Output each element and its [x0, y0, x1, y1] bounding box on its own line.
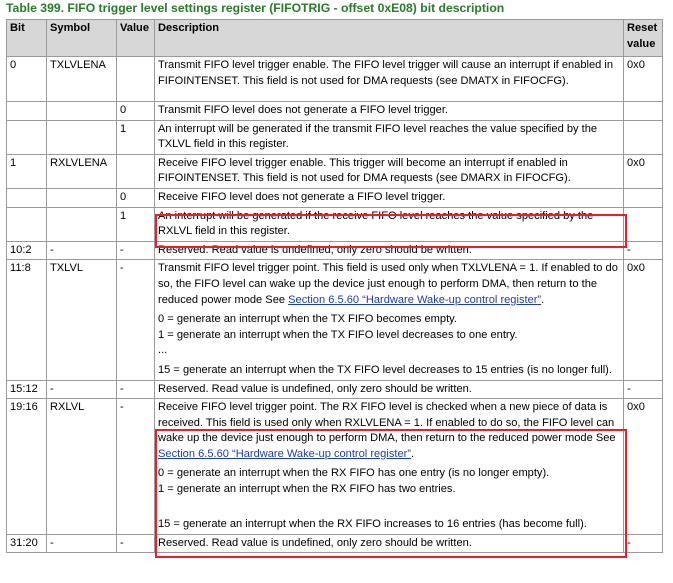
description-cell: An interrupt will be generated if the receive FIFO level reaches the value specified by the RXLVL field in this register. — [155, 207, 624, 241]
description-cell: Transmit FIFO level trigger enable. The FIFO level trigger will cause an interrupt if enabled in FIFOINTENSET. This field is not used for DMA requests (see DMATX in FIFOCFG). — [155, 57, 624, 102]
header-reset-value: Reset value — [624, 20, 663, 57]
list-ellipsis: ... — [158, 344, 168, 357]
description-text: Transmit FIFO level trigger point. This field is used only when TXLVLENA = 1. If enabled to do so, the FIFO level can wake up the device just enough to perform DMA, then return to the reduced power mode See — [158, 262, 618, 306]
header-symbol: Symbol — [47, 20, 117, 57]
value-cell: 1 — [117, 207, 155, 241]
list-item: 1 = generate an interrupt when the TX FIFO level decreases to one entry. — [158, 328, 518, 341]
description-paragraph — [158, 400, 620, 462]
description-cell: Transmit FIFO level does not generate a FIFO level trigger. — [155, 102, 624, 121]
table-row — [7, 260, 663, 380]
description-text-end: . — [541, 293, 545, 306]
description-cell: An interrupt will be generated if the transmit FIFO level reaches the value specified by the TXLVL field in this register. — [155, 120, 624, 154]
value-cell: - — [117, 399, 155, 535]
table-row — [7, 241, 663, 260]
symbol-cell: - — [47, 241, 117, 260]
symbol-cell: RXLVLENA — [47, 154, 117, 188]
bit-cell: 10:2 — [7, 241, 47, 260]
description-cell: Receive FIFO level trigger enable. This trigger will become an interrupt if enabled in FIFOINTENSET. This field is not used for DMA requests (see DMARX in FIFOCFG). — [155, 154, 624, 188]
value-cell: - — [117, 241, 155, 260]
table-row — [7, 207, 663, 241]
header-bit: Bit — [7, 20, 47, 57]
symbol-cell: TXLVL — [47, 260, 117, 380]
list-item: 15 = generate an interrupt when the TX FIFO level decreases to 15 entries (is no longer full). — [158, 363, 612, 376]
reset-cell: - — [624, 534, 663, 553]
description-paragraph — [158, 261, 620, 308]
symbol-cell: - — [47, 534, 117, 553]
table-caption: Table 399. FIFO trigger level settings register (FIFOTRIG - offset 0xE08) bit description — [6, 1, 505, 15]
list-item: 1 = generate an interrupt when the RX FIFO has two entries. — [158, 483, 456, 496]
table-row — [7, 534, 663, 553]
bit-cell: 11:8 — [7, 260, 47, 380]
register-bit-table — [6, 19, 663, 553]
table-row — [7, 380, 663, 399]
table-row — [7, 102, 663, 121]
symbol-cell: - — [47, 380, 117, 399]
value-cell: 0 — [117, 102, 155, 121]
reset-cell: 0x0 — [624, 260, 663, 380]
description-cell: Receive FIFO level does not generate a FIFO level trigger. — [155, 188, 624, 207]
description-text: Receive FIFO level trigger point. The RX FIFO level is checked when a new piece of data is received. This field is used only when RXLVLENA = 1. If enabled to do so, the FIFO level can wake up the device just enough to perform DMA, then return to the reduced power mode See — [158, 401, 616, 445]
value-cell: - — [117, 534, 155, 553]
list-item: 0 = generate an interrupt when the RX FIFO has one entry (is no longer empty). — [158, 467, 550, 480]
bit-cell: 0 — [7, 57, 47, 102]
value-cell: - — [117, 380, 155, 399]
reset-cell: - — [624, 380, 663, 399]
value-cell: - — [117, 260, 155, 380]
value-cell — [117, 154, 155, 188]
value-cell: 1 — [117, 120, 155, 154]
list-item: 0 = generate an interrupt when the TX FIFO becomes empty. — [158, 313, 457, 326]
reset-cell: - — [624, 241, 663, 260]
description-cell: Reserved. Read value is undefined, only zero should be written. — [155, 241, 624, 260]
table-row — [7, 57, 663, 102]
bit-cell: 15:12 — [7, 380, 47, 399]
value-cell — [117, 57, 155, 102]
header-description: Description — [155, 20, 624, 57]
reset-cell: 0x0 — [624, 154, 663, 188]
reset-cell: 0x0 — [624, 57, 663, 102]
table-row — [7, 154, 663, 188]
bit-cell: 1 — [7, 154, 47, 188]
bit-cell: 31:20 — [7, 534, 47, 553]
table-row — [7, 188, 663, 207]
reset-cell: 0x0 — [624, 399, 663, 535]
description-cell: Reserved. Read value is undefined, only zero should be written. — [155, 534, 624, 553]
description-text-end: . — [411, 447, 415, 460]
section-link[interactable]: Section 6.5.60 “Hardware Wake-up control register” — [158, 447, 412, 460]
symbol-cell: RXLVL — [47, 399, 117, 535]
header-row — [7, 20, 663, 57]
header-value: Value — [117, 20, 155, 57]
description-cell — [155, 399, 624, 535]
table-row — [7, 120, 663, 154]
symbol-cell: TXLVLENA — [47, 57, 117, 102]
bit-cell: 19:16 — [7, 399, 47, 535]
list-item: 15 = generate an interrupt when the RX FIFO increases to 16 entries (has become full). — [158, 518, 587, 531]
table-row — [7, 399, 663, 535]
description-cell — [155, 260, 624, 380]
description-cell: Reserved. Read value is undefined, only zero should be written. — [155, 380, 624, 399]
value-cell: 0 — [117, 188, 155, 207]
section-link[interactable]: Section 6.5.60 “Hardware Wake-up control register” — [288, 293, 542, 306]
